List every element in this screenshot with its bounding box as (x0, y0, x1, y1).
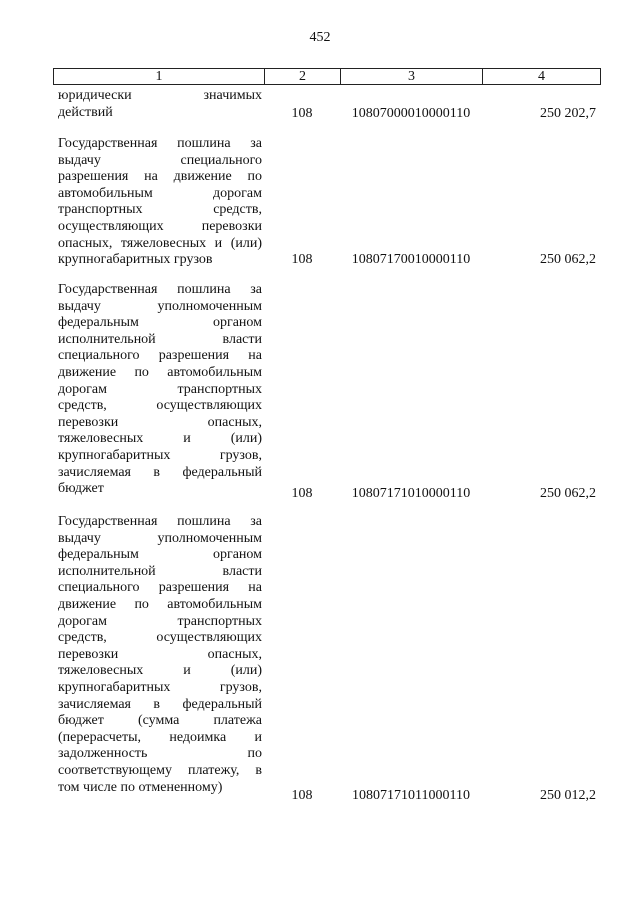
description-line: выдачу уполномоченным (58, 530, 262, 546)
description-line: крупногабаритных грузов, (58, 447, 262, 463)
column-header-row (53, 68, 601, 85)
description-line: дорогам транспортных (58, 381, 262, 397)
description-line: действий (58, 104, 113, 120)
row-chapter-code: 108 (291, 486, 313, 501)
row-amount: 250 012,2 (540, 788, 596, 803)
description-line: разрешения на движение по (58, 169, 262, 185)
description-line: соответствующему платежу, в (58, 762, 262, 778)
description-line: специального разрешения на (58, 348, 262, 364)
description-line: задолженность по (58, 746, 262, 762)
description-line: опасных, тяжеловесных и (или) (58, 235, 262, 251)
column-header-3: 3 (341, 69, 483, 85)
column-header-1: 1 (54, 69, 265, 85)
description-line: федеральным органом (58, 315, 262, 331)
description-line: средств, осуществляющих (58, 398, 262, 414)
description-line: Государственная пошлина за (58, 136, 262, 151)
row-classification-code: 10807000010000110 (351, 106, 471, 121)
description-line: выдачу уполномоченным (58, 298, 262, 314)
description-line: исполнительной власти (58, 563, 262, 579)
description-line: тяжеловесных и (или) (58, 431, 262, 447)
row-chapter-code: 108 (291, 252, 313, 267)
description-line: перевозки опасных, (58, 414, 262, 430)
description-line: крупногабаритных грузов (58, 252, 213, 268)
description-line: крупногабаритных грузов, (58, 679, 262, 695)
description-line: бюджет (58, 481, 104, 497)
description-line: движение по автомобильным (58, 596, 262, 612)
row-classification-code: 10807171011000110 (352, 788, 470, 803)
description-line: тяжеловесных и (или) (58, 663, 262, 679)
row-amount: 250 202,7 (540, 106, 596, 121)
row-classification-code: 10807170010000110 (351, 252, 471, 267)
description-line: движение по автомобильным (58, 364, 262, 380)
row-classification-code: 10807171010000110 (351, 486, 471, 501)
row-chapter-code: 108 (291, 106, 313, 121)
row-description (58, 88, 262, 121)
description-line: средств, осуществляющих (58, 630, 262, 646)
description-line: Государственная пошлина за (58, 514, 262, 529)
description-line: перевозки опасных, (58, 646, 262, 662)
column-header-2: 2 (265, 69, 341, 85)
description-line: транспортных средств, (58, 202, 262, 218)
description-line: зачисляемая в федеральный (58, 696, 262, 712)
row-amount: 250 062,2 (540, 252, 596, 267)
description-line: (перерасчеты, недоимка и (58, 729, 262, 745)
column-header-4: 4 (483, 69, 601, 85)
description-line: осуществляющих перевозки (58, 218, 262, 234)
row-description (58, 282, 262, 498)
row-amount: 250 062,2 (540, 486, 596, 501)
description-line: бюджет (сумма платежа (58, 713, 262, 729)
description-line: выдачу специального (58, 152, 262, 168)
description-line: исполнительной власти (58, 331, 262, 347)
row-description (58, 136, 262, 269)
description-line: зачисляемая в федеральный (58, 464, 262, 480)
description-line: Государственная пошлина за (58, 282, 262, 297)
description-line: автомобильным дорогам (58, 185, 262, 201)
row-chapter-code: 108 (291, 788, 313, 803)
description-line: дорогам транспортных (58, 613, 262, 629)
row-description (58, 514, 262, 796)
page-number: 452 (309, 30, 331, 45)
description-line: специального разрешения на (58, 580, 262, 596)
description-line: юридически значимых (58, 88, 262, 103)
description-line: том числе по отмененному) (58, 779, 223, 795)
description-line: федеральным органом (58, 547, 262, 563)
